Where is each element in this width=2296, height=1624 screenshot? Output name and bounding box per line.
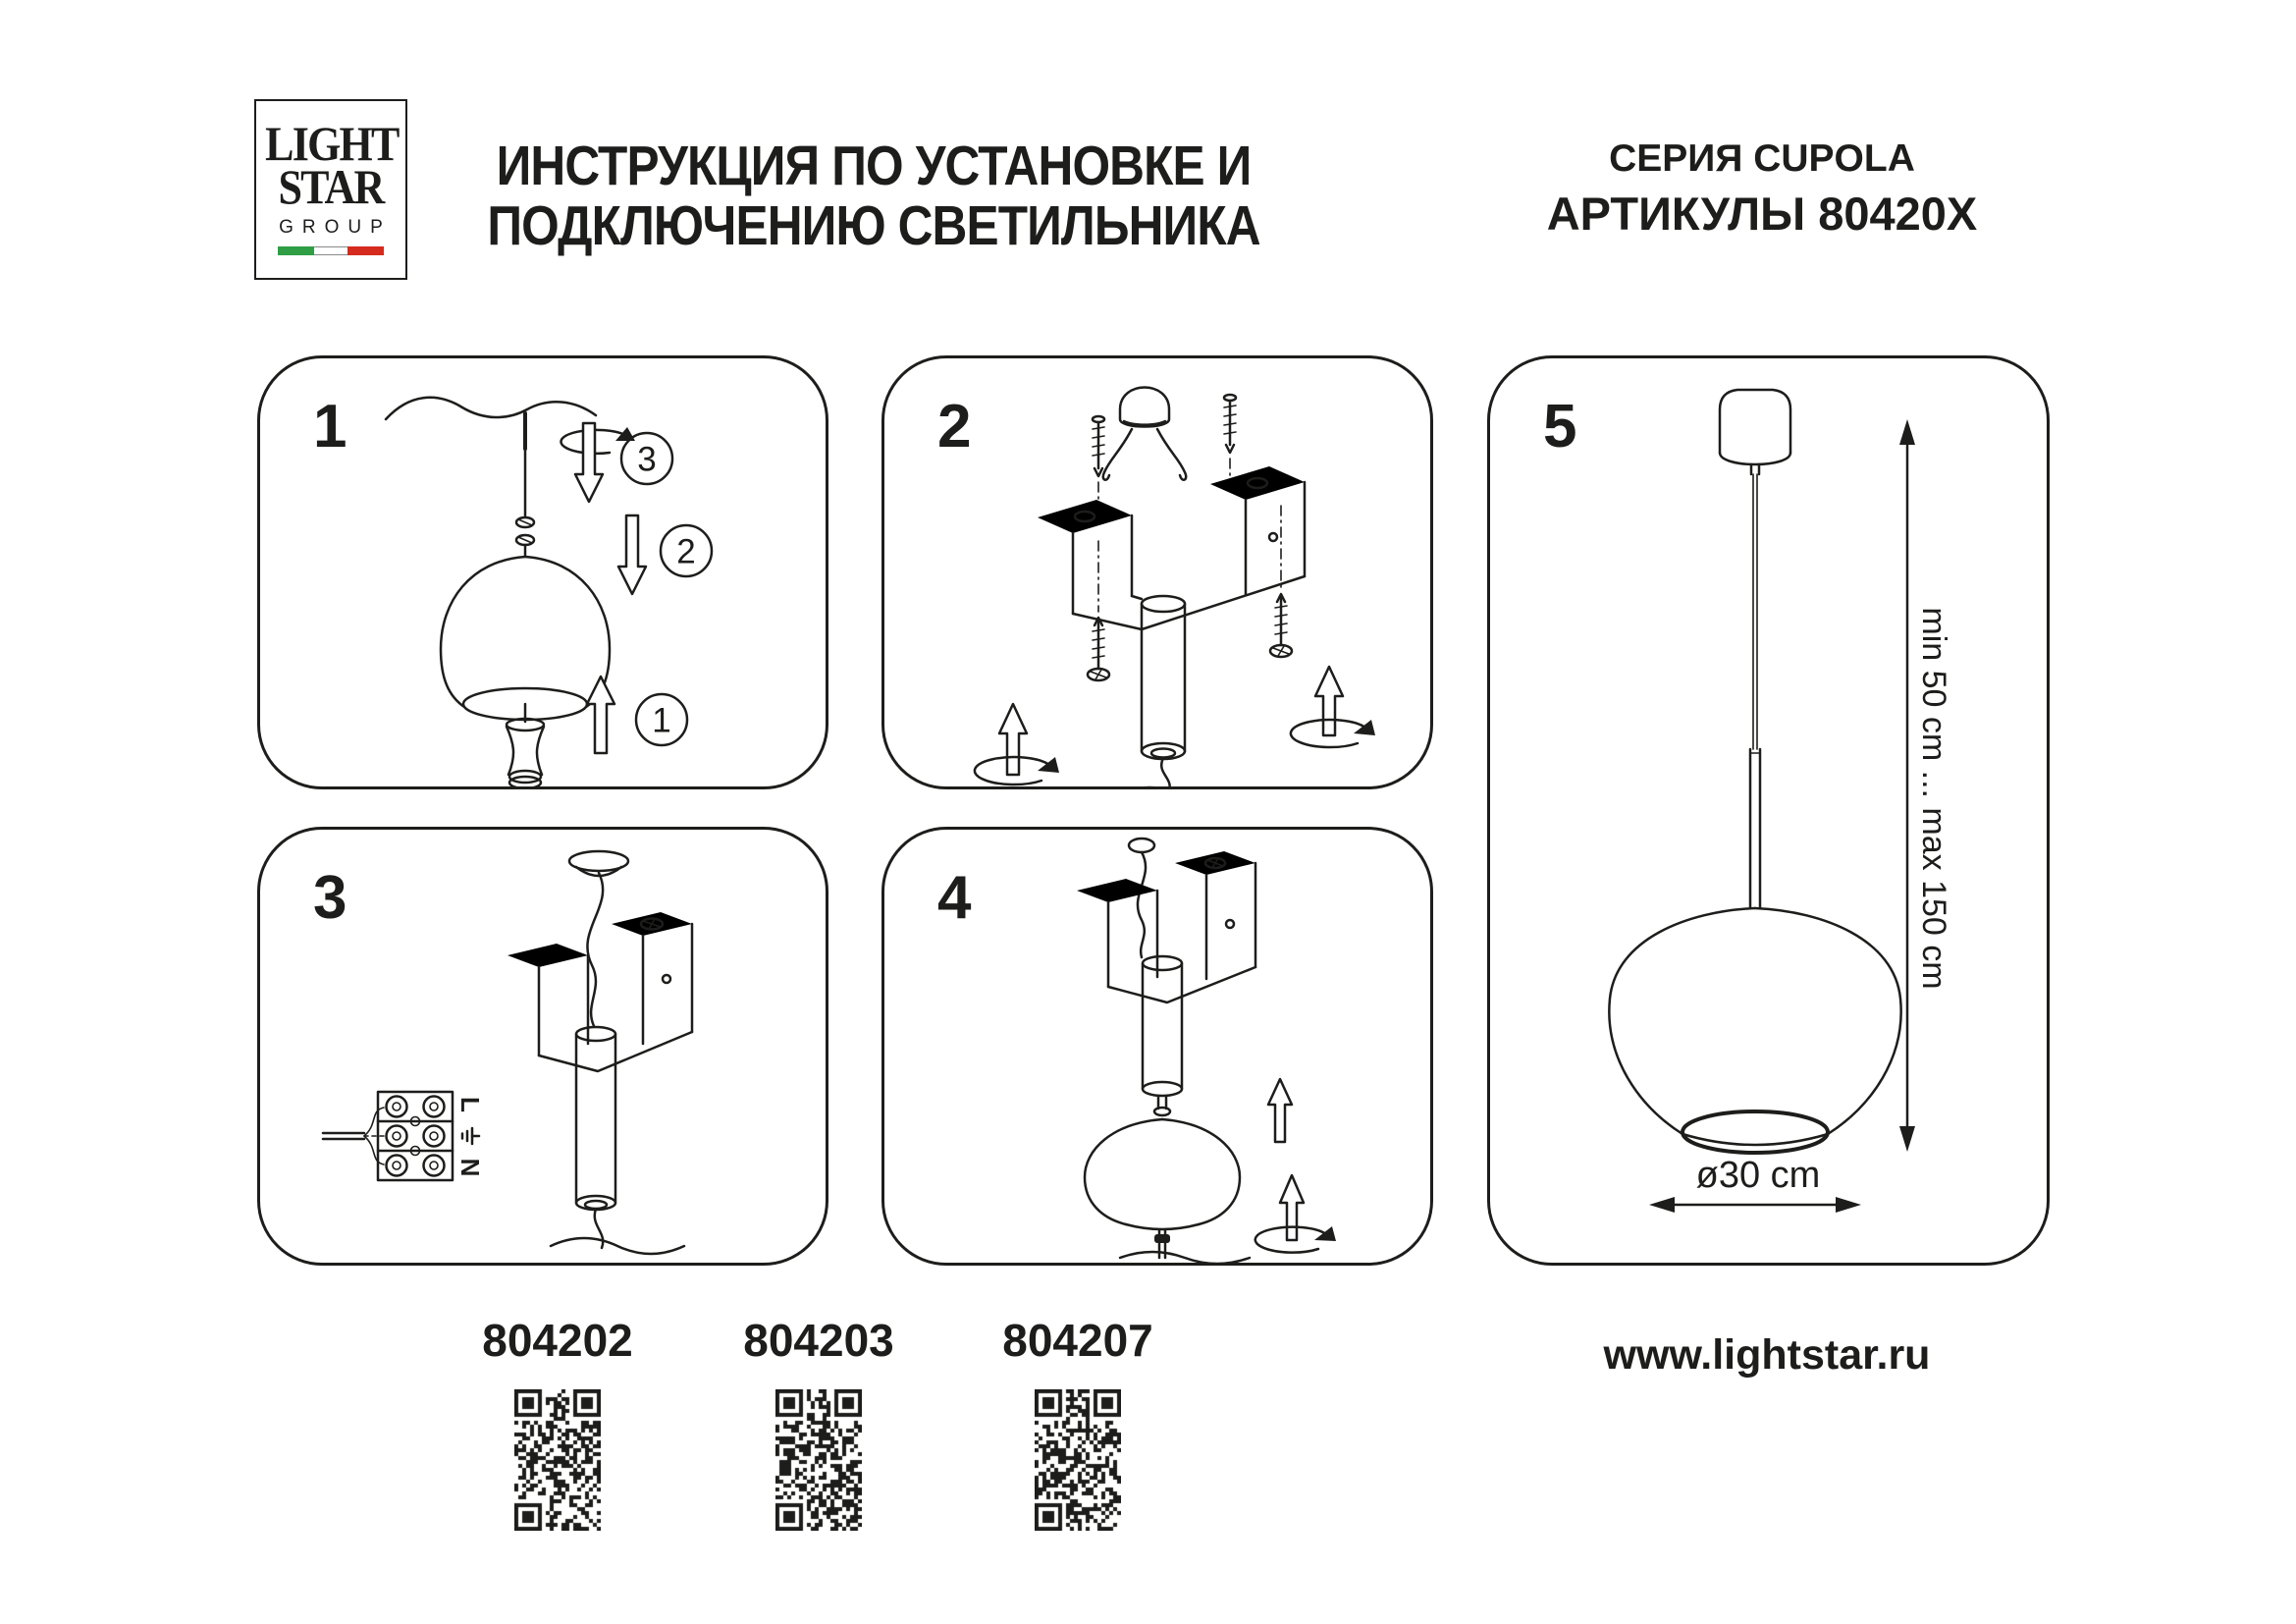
- qr-code: [514, 1389, 601, 1531]
- step-3-diagram: [260, 830, 826, 1263]
- article-code: 804207: [1002, 1315, 1153, 1366]
- page-title: [455, 136, 1293, 256]
- website-url: www.lightstar.ru: [1603, 1331, 1931, 1379]
- qr-code: [1035, 1389, 1121, 1531]
- suspension-cable: [516, 413, 534, 557]
- mains-cable: [587, 873, 603, 1026]
- step-2-panel: [881, 355, 1433, 789]
- lightstar-logo: [254, 99, 407, 280]
- italy-flag-icon: [278, 246, 384, 255]
- terminal-wires: [323, 1108, 384, 1164]
- qr-code: [775, 1389, 862, 1531]
- mounting-bracket: [507, 912, 692, 1071]
- up-arrow-icon: [587, 677, 614, 753]
- terminal-label-neutral: N: [455, 1158, 485, 1177]
- flag-red-stripe: [347, 246, 384, 255]
- up-arrow-icon: [1268, 1079, 1292, 1142]
- ceiling-canopy: [1720, 390, 1790, 474]
- lamp-shade: [1609, 908, 1900, 1153]
- ceiling-canopy: [1103, 388, 1186, 480]
- height-dimension-arrow: [1899, 419, 1915, 1152]
- step-1-panel: [257, 355, 828, 789]
- lamp-shade: [441, 557, 610, 720]
- callout-1: 1: [652, 701, 671, 740]
- suspension-rod: [1750, 474, 1760, 908]
- mounting-bracket: [1077, 851, 1255, 1002]
- series-block: [1487, 138, 2037, 239]
- screw-icon: [1088, 541, 1109, 680]
- article-code: 804202: [482, 1315, 633, 1366]
- mounting-bracket: [1038, 466, 1305, 629]
- diameter-dimension-label: ø30 cm: [1695, 1155, 1821, 1196]
- step-2-diagram: [884, 358, 1430, 786]
- down-arrow-icon: [575, 423, 603, 502]
- lift-and-turn-arrow-icon: [975, 704, 1059, 785]
- suspension-tube: [1143, 956, 1182, 1115]
- series-title: СЕРИЯ CUPOLA: [1609, 137, 1915, 180]
- shade-rod: [1120, 1230, 1250, 1263]
- lift-and-turn-arrow-icon: [1291, 667, 1375, 747]
- article-code: 804203: [743, 1315, 894, 1366]
- logo-word-star: STAR: [278, 159, 384, 214]
- diameter-dimension-arrow: [1649, 1197, 1861, 1213]
- height-dimension-label: min 50 cm ... max 150 cm: [1915, 607, 1952, 990]
- mains-cable: [1129, 839, 1154, 957]
- ceiling-line: [386, 398, 596, 419]
- step-3-number: 3: [313, 864, 347, 932]
- terminal-block: [378, 1092, 453, 1180]
- step-3-panel: [257, 827, 828, 1266]
- page-title-line2: ПОДКЛЮЧЕНИЮ СВЕТИЛЬНИКА: [487, 194, 1260, 257]
- earth-symbol-icon: [462, 1128, 479, 1144]
- screw-icon: [1224, 395, 1236, 480]
- step-5-diagram: [1490, 358, 2047, 1263]
- step-1-number: 1: [313, 393, 347, 460]
- step-4-panel: [881, 827, 1433, 1266]
- step-5-panel: [1487, 355, 2050, 1266]
- screw-icon: [1093, 416, 1104, 514]
- step-2-number: 2: [937, 393, 972, 460]
- lamp-shade: [1085, 1119, 1240, 1229]
- flag-white-stripe: [314, 246, 348, 255]
- page-title-line1: ИНСТРУКЦИЯ ПО УСТАНОВКЕ И: [496, 135, 1252, 197]
- callout-2: 2: [676, 532, 696, 571]
- flag-green-stripe: [278, 246, 314, 255]
- logo-word-light: LIGHT: [265, 116, 399, 171]
- articles-title: АРТИКУЛЫ 80420X: [1546, 188, 1978, 240]
- diffuser-cone: [507, 704, 544, 786]
- logo-word-group: GROUP: [279, 217, 392, 238]
- step-1-diagram: [260, 358, 826, 786]
- suspension-tube: [551, 1027, 684, 1254]
- terminal-label-line: L: [455, 1097, 485, 1112]
- lift-and-turn-arrow-icon: [1255, 1175, 1336, 1253]
- step-4-number: 4: [937, 864, 972, 932]
- callout-3: 3: [637, 440, 657, 479]
- down-arrow-icon: [618, 515, 646, 594]
- step-4-diagram: [884, 830, 1430, 1263]
- step-5-number: 5: [1543, 393, 1577, 460]
- suspension-tube: [1116, 596, 1250, 786]
